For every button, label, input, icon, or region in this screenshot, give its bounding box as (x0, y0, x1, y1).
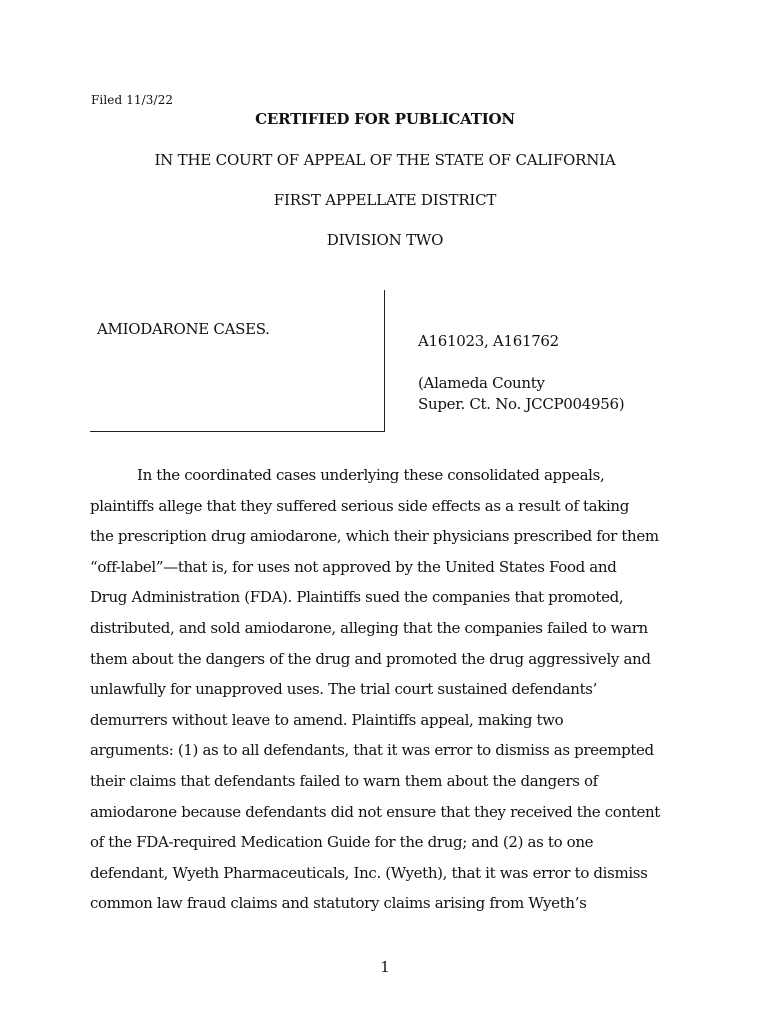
body-line: Drug Administration (FDA). Plaintiffs sued the companies that promoted, (90, 588, 624, 607)
body-line: arguments: (1) as to all defendants, that it was error to dismiss as preempted (90, 741, 654, 760)
opinion-body (90, 460, 685, 919)
district-heading: FIRST APPELLATE DISTRICT (273, 191, 497, 209)
body-line: “off-label”—that is, for uses not approved by the United States Food and (90, 557, 617, 576)
filed-date: Filed 11/3/22 (91, 93, 174, 107)
body-line: common law fraud claims and statutory claims arising from Wyeth’s (90, 894, 587, 913)
certified-heading: CERTIFIED FOR PUBLICATION (255, 110, 515, 128)
body-line: demurrers without leave to amend. Plaintiffs appeal, making two (90, 710, 564, 729)
case-caption-box (90, 290, 385, 432)
body-line: amiodarone because defendants did not ensure that they received the content (90, 802, 660, 821)
division-heading: DIVISION TWO (326, 231, 444, 249)
body-line: defendant, Wyeth Pharmaceuticals, Inc. (Wyeth), that it was error to dismiss (90, 863, 648, 882)
county-line-1: (Alameda County (418, 374, 545, 392)
body-line: the prescription drug amiodarone, which their physicians prescribed for them (90, 527, 659, 546)
case-numbers: A161023, A161762 (418, 332, 559, 350)
case-parties: AMIODARONE CASES. (97, 320, 270, 338)
county-line-2: Super. Ct. No. JCCP004956) (418, 395, 625, 413)
body-line: unlawfully for unapproved uses. The trial court sustained defendants’ (90, 680, 598, 699)
body-line: distributed, and sold amiodarone, alleging that the companies failed to warn (90, 618, 648, 637)
body-line: their claims that defendants failed to warn them about the dangers of (90, 771, 598, 790)
court-heading: IN THE COURT OF APPEAL OF THE STATE OF CALIFORNIA (154, 151, 616, 169)
body-line: of the FDA-required Medication Guide for the drug; and (2) as to one (90, 833, 594, 852)
trial-court-info (418, 373, 624, 415)
body-line: plaintiffs allege that they suffered serious side effects as a result of taking (90, 496, 629, 515)
page-number: 1 (380, 958, 390, 976)
body-line: In the coordinated cases underlying these consolidated appeals, (137, 466, 605, 484)
body-line: them about the dangers of the drug and promoted the drug aggressively and (90, 649, 651, 668)
